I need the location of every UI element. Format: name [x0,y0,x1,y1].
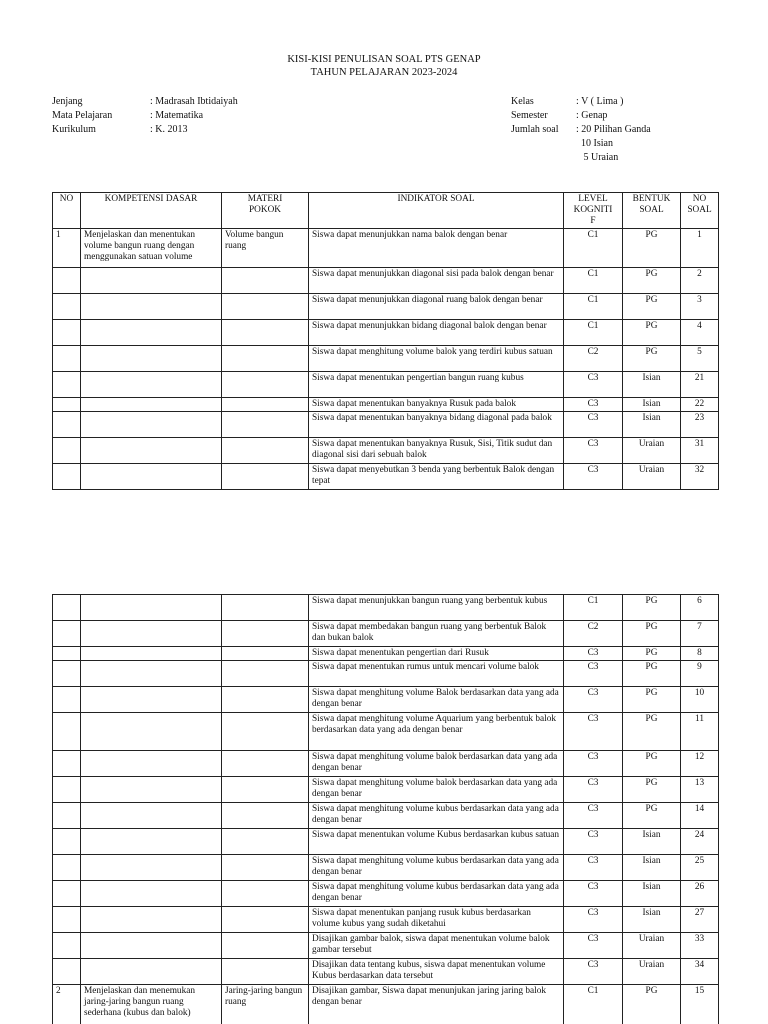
header-bentuk-line2: SOAL [639,205,664,215]
bentuk-soal-cell: PG [623,687,681,713]
no-soal-cell: 22 [681,398,719,412]
level-kognitif-cell: C1 [564,985,623,1024]
kompetensi-dasar-cell [81,687,222,713]
bentuk-soal-cell: Isian [623,372,681,398]
bentuk-soal-cell: PG [623,346,681,372]
no-soal-cell: 15 [681,985,719,1024]
row-number [53,881,81,907]
level-kognitif-cell: C3 [564,777,623,803]
no-soal-cell: 14 [681,803,719,829]
row-number [53,372,81,398]
materi-pokok-cell [222,829,309,855]
indikator-cell: Siswa dapat menghitung volume balok berdasarkan data yang ada dengan benar [309,751,564,777]
meta-value: : Madrasah Ibtidaiyah [150,96,238,107]
no-soal-cell: 9 [681,661,719,687]
level-kognitif-cell: C2 [564,346,623,372]
level-kognitif-cell: C3 [564,933,623,959]
level-kognitif-cell: C3 [564,855,623,881]
bentuk-soal-cell: Isian [623,412,681,438]
indikator-cell: Siswa dapat menentukan banyaknya Rusuk pada balok [309,398,564,412]
kompetensi-dasar-cell [81,621,222,647]
header-kompetensi: KOMPETENSI DASAR [81,193,222,229]
indikator-cell: Siswa dapat menghitung volume Balok berdasarkan data yang ada dengan benar [309,687,564,713]
level-kognitif-cell: C3 [564,661,623,687]
table-row [53,687,719,713]
kompetensi-dasar-cell [81,959,222,985]
materi-pokok-cell [222,713,309,751]
row-number [53,777,81,803]
row-number [53,268,81,294]
materi-pokok-cell [222,438,309,464]
kompetensi-dasar-cell: Menjelaskan dan menemukan jaring-jaring bangun ruang sederhana (kubus dan balok) [81,985,222,1024]
meta-value: 10 Isian [576,138,613,149]
meta-label: Kurikulum [52,124,96,135]
table-row [53,855,719,881]
no-soal-cell: 11 [681,713,719,751]
indikator-cell: Siswa dapat menghitung volume Aquarium yang berbentuk balok berdasarkan data yang ada dengan benar [309,713,564,751]
row-number [53,464,81,490]
table-row [53,346,719,372]
no-soal-cell: 6 [681,595,719,621]
bentuk-soal-cell: Isian [623,907,681,933]
row-number [53,751,81,777]
bentuk-soal-cell: PG [623,268,681,294]
row-number [53,398,81,412]
row-number [53,595,81,621]
row-number [53,829,81,855]
table-row [53,438,719,464]
indikator-cell: Siswa dapat menentukan volume Kubus berdasarkan kubus satuan [309,829,564,855]
row-number [53,933,81,959]
bentuk-soal-cell: PG [623,803,681,829]
kompetensi-dasar-cell [81,777,222,803]
kompetensi-dasar-cell [81,398,222,412]
row-number [53,294,81,320]
meta-value: : Genap [576,110,608,121]
level-kognitif-cell: C1 [564,268,623,294]
no-soal-cell: 26 [681,881,719,907]
header-nosoal-line1: NO [692,194,707,204]
header-no: NO [53,193,81,229]
indikator-cell: Siswa dapat menentukan banyaknya Rusuk, Sisi, Titik sudut dan diagonal sisi dari sebuah balok [309,438,564,464]
table-row [53,372,719,398]
header-level-line2: KOGNITI [573,205,613,215]
bentuk-soal-cell: Isian [623,829,681,855]
no-soal-cell: 27 [681,907,719,933]
bentuk-soal-cell: PG [623,229,681,268]
kompetensi-dasar-cell [81,372,222,398]
materi-pokok-cell [222,777,309,803]
bentuk-soal-cell: PG [623,751,681,777]
table-row [53,398,719,412]
level-kognitif-cell: C3 [564,803,623,829]
header-level-line1: LEVEL [578,194,608,204]
indikator-cell: Siswa dapat menghitung volume kubus berdasarkan data yang ada dengan benar [309,803,564,829]
level-kognitif-cell: C3 [564,412,623,438]
no-soal-cell: 1 [681,229,719,268]
row-number [53,661,81,687]
level-kognitif-cell: C1 [564,595,623,621]
materi-pokok-cell [222,661,309,687]
row-number [53,959,81,985]
table-row [53,229,719,268]
table-row [53,268,719,294]
materi-pokok-cell [222,346,309,372]
bentuk-soal-cell: Isian [623,398,681,412]
no-soal-cell: 12 [681,751,719,777]
table-body-page1 [53,229,719,490]
indikator-cell: Siswa dapat menunjukkan bangun ruang yang berbentuk kubus [309,595,564,621]
level-kognitif-cell: C3 [564,372,623,398]
level-kognitif-cell: C3 [564,751,623,777]
indikator-cell: Siswa dapat menghitung volume balok berdasarkan data yang ada dengan benar [309,777,564,803]
meta-value: : Matematika [150,110,204,121]
row-number: 2 [53,985,81,1024]
kompetensi-dasar-cell [81,881,222,907]
row-number [53,621,81,647]
bentuk-soal-cell: Uraian [623,933,681,959]
bentuk-soal-cell: PG [623,713,681,751]
row-number [53,320,81,346]
bentuk-soal-cell: PG [623,294,681,320]
indikator-cell: Siswa dapat menghitung volume kubus berdasarkan data yang ada dengan benar [309,855,564,881]
level-kognitif-cell: C3 [564,464,623,490]
table-body-page2 [53,595,719,1024]
row-number [53,713,81,751]
header-materi [222,193,309,229]
meta-label: Semester [511,110,548,121]
materi-pokok-cell [222,320,309,346]
materi-pokok-cell [222,372,309,398]
table-row [53,464,719,490]
header-indikator: INDIKATOR SOAL [309,193,564,229]
kompetensi-dasar-cell [81,829,222,855]
kompetensi-dasar-cell [81,907,222,933]
indikator-cell: Disajikan data tentang kubus, siswa dapat menentukan volume Kubus berdasarkan data tersebut [309,959,564,985]
kompetensi-dasar-cell [81,464,222,490]
kisi-table-page1 [52,192,719,490]
level-kognitif-cell: C3 [564,907,623,933]
materi-pokok-cell [222,398,309,412]
materi-pokok-cell [222,881,309,907]
table-row [53,661,719,687]
no-soal-cell: 32 [681,464,719,490]
table-row [53,595,719,621]
kompetensi-dasar-cell [81,803,222,829]
table-row [53,294,719,320]
bentuk-soal-cell: PG [623,320,681,346]
table-row [53,803,719,829]
materi-pokok-cell [222,933,309,959]
kisi-table-page2 [52,594,719,1024]
no-soal-cell: 8 [681,647,719,661]
kompetensi-dasar-cell [81,661,222,687]
table-row [53,907,719,933]
bentuk-soal-cell: Uraian [623,438,681,464]
level-kognitif-cell: C3 [564,713,623,751]
kompetensi-dasar-cell [81,438,222,464]
table-row [53,777,719,803]
no-soal-cell: 31 [681,438,719,464]
meta-value: : V ( Lima ) [576,96,624,107]
row-number: 1 [53,229,81,268]
meta-label: Jumlah soal [511,124,559,135]
level-kognitif-cell: C3 [564,398,623,412]
header-nosoal-line2: SOAL [687,205,712,215]
table-row [53,985,719,1024]
materi-pokok-cell [222,959,309,985]
level-kognitif-cell: C3 [564,647,623,661]
table-row [53,959,719,985]
header-level-line3: F [590,216,596,226]
materi-pokok-cell: Volume bangun ruang [222,229,309,268]
no-soal-cell: 21 [681,372,719,398]
row-number [53,412,81,438]
kompetensi-dasar-cell [81,647,222,661]
no-soal-cell: 7 [681,621,719,647]
bentuk-soal-cell: PG [623,661,681,687]
level-kognitif-cell: C2 [564,621,623,647]
indikator-cell: Siswa dapat menunjukkan diagonal sisi pada balok dengan benar [309,268,564,294]
meta-left-values [150,95,238,137]
level-kognitif-cell: C3 [564,959,623,985]
table-row [53,320,719,346]
bentuk-soal-cell: PG [623,777,681,803]
document-title: KISI-KISI PENULISAN SOAL PTS GENAP [287,54,481,65]
bentuk-soal-cell: PG [623,621,681,647]
table-row [53,713,719,751]
header-nosoal [681,193,719,229]
materi-pokok-cell [222,268,309,294]
materi-pokok-cell [222,647,309,661]
table-row [53,412,719,438]
materi-pokok-cell [222,907,309,933]
materi-pokok-cell [222,687,309,713]
kompetensi-dasar-cell [81,412,222,438]
meta-label: Jenjang [52,96,83,107]
kompetensi-dasar-cell [81,268,222,294]
no-soal-cell: 33 [681,933,719,959]
indikator-cell: Siswa dapat menghitung volume kubus berdasarkan data yang ada dengan benar [309,881,564,907]
indikator-cell: Siswa dapat menentukan panjang rusuk kubus berdasarkan volume kubus yang sudah diketahui [309,907,564,933]
materi-pokok-cell [222,803,309,829]
level-kognitif-cell: C1 [564,229,623,268]
header-materi-line1: MATERI [247,194,283,204]
kompetensi-dasar-cell [81,933,222,959]
document-subtitle: TAHUN PELAJARAN 2023-2024 [310,67,458,78]
meta-right-labels [511,95,559,137]
row-number [53,907,81,933]
meta-left-labels [52,95,112,137]
header-bentuk-line1: BENTUK [632,194,671,204]
materi-pokok-cell [222,464,309,490]
indikator-cell: Siswa dapat membedakan bangun ruang yang berbentuk Balok dan bukan balok [309,621,564,647]
header-materi-line2: POKOK [248,205,282,215]
level-kognitif-cell: C3 [564,881,623,907]
kompetensi-dasar-cell [81,713,222,751]
level-kognitif-cell: C3 [564,829,623,855]
materi-pokok-cell: Jaring-jaring bangun ruang [222,985,309,1024]
level-kognitif-cell: C1 [564,320,623,346]
header-level [564,193,623,229]
no-soal-cell: 24 [681,829,719,855]
table-row [53,647,719,661]
bentuk-soal-cell: Uraian [623,959,681,985]
materi-pokok-cell [222,855,309,881]
bentuk-soal-cell: Uraian [623,464,681,490]
indikator-cell: Siswa dapat menghitung volume balok yang terdiri kubus satuan [309,346,564,372]
no-soal-cell: 25 [681,855,719,881]
meta-value: : 20 Pilihan Ganda [576,124,651,135]
table-row [53,933,719,959]
kompetensi-dasar-cell [81,320,222,346]
kompetensi-dasar-cell [81,855,222,881]
materi-pokok-cell [222,751,309,777]
materi-pokok-cell [222,595,309,621]
meta-label: Mata Pelajaran [52,110,113,121]
table-row [53,881,719,907]
level-kognitif-cell: C1 [564,294,623,320]
table-header-row [53,193,719,229]
table-row [53,829,719,855]
bentuk-soal-cell: Isian [623,881,681,907]
level-kognitif-cell: C3 [564,438,623,464]
kompetensi-dasar-cell: Menjelaskan dan menentukan volume bangun ruang dengan menggunakan satuan volume [81,229,222,268]
no-soal-cell: 34 [681,959,719,985]
indikator-cell: Siswa dapat menentukan pengertian dari Rusuk [309,647,564,661]
indikator-cell: Siswa dapat menentukan banyaknya bidang diagonal pada balok [309,412,564,438]
row-number [53,647,81,661]
no-soal-cell: 5 [681,346,719,372]
kompetensi-dasar-cell [81,751,222,777]
row-number [53,346,81,372]
row-number [53,855,81,881]
meta-value: 5 Uraian [576,152,619,163]
bentuk-soal-cell: PG [623,985,681,1024]
bentuk-soal-cell: PG [623,595,681,621]
header-bentuk [623,193,681,229]
row-number [53,687,81,713]
materi-pokok-cell [222,294,309,320]
no-soal-cell: 2 [681,268,719,294]
no-soal-cell: 3 [681,294,719,320]
indikator-cell: Siswa dapat menentukan pengertian bangun ruang kubus [309,372,564,398]
no-soal-cell: 13 [681,777,719,803]
meta-label: Kelas [511,96,534,107]
indikator-cell: Siswa dapat menentukan rumus untuk mencari volume balok [309,661,564,687]
kompetensi-dasar-cell [81,294,222,320]
row-number [53,438,81,464]
no-soal-cell: 4 [681,320,719,346]
table-row [53,751,719,777]
indikator-cell: Siswa dapat menunjukkan bidang diagonal balok dengan benar [309,320,564,346]
table-row [53,621,719,647]
bentuk-soal-cell: PG [623,647,681,661]
no-soal-cell: 10 [681,687,719,713]
meta-value: : K. 2013 [150,124,188,135]
indikator-cell: Disajikan gambar, Siswa dapat menunjukan jaring jaring balok dengan benar [309,985,564,1024]
indikator-cell: Siswa dapat menyebutkan 3 benda yang berbentuk Balok dengan tepat [309,464,564,490]
level-kognitif-cell: C3 [564,687,623,713]
meta-right-values [576,95,651,165]
row-number [53,803,81,829]
indikator-cell: Siswa dapat menunjukkan diagonal ruang balok dengan benar [309,294,564,320]
indikator-cell: Siswa dapat menunjukkan nama balok dengan benar [309,229,564,268]
no-soal-cell: 23 [681,412,719,438]
materi-pokok-cell [222,621,309,647]
kompetensi-dasar-cell [81,346,222,372]
bentuk-soal-cell: Isian [623,855,681,881]
indikator-cell: Disajikan gambar balok, siswa dapat menentukan volume balok gambar tersebut [309,933,564,959]
kompetensi-dasar-cell [81,595,222,621]
materi-pokok-cell [222,412,309,438]
